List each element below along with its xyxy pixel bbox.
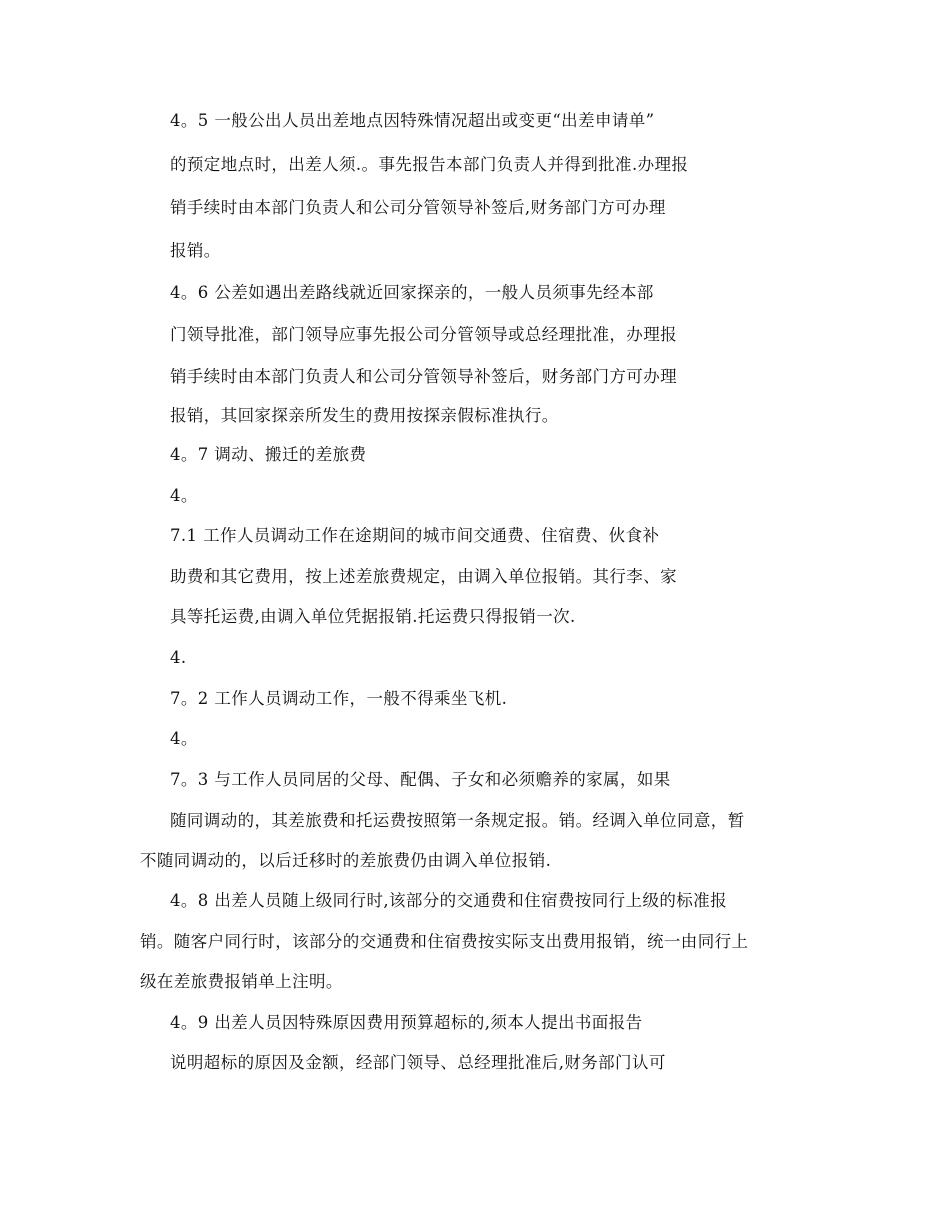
text-line: 销。随客户同行时，该部分的交通费和住宿费按实际支出费用报销，统一由同行上	[140, 932, 749, 951]
text-line: 随同调动的，其差旅费和托运费按照第一条规定报。销。经调入单位同意，暂	[170, 811, 745, 830]
text-line: 7.1 工作人员调动工作在途期间的城市间交通费、住宿费、伙食补	[170, 526, 660, 545]
text-line: 门领导批准，部门领导应事先报公司分管领导或总经理批准，办理报	[170, 325, 677, 344]
text-line: 不随同调动的，以后迁移时的差旅费仍由调入单位报销.	[140, 851, 552, 870]
text-line: 销手续时由本部门负责人和公司分管领导补签后,财务部门方可办理	[170, 198, 666, 217]
text-line: 级在差旅费报销单上注明。	[140, 972, 343, 991]
text-line: 4。7 调动、搬迁的差旅费	[170, 445, 367, 464]
text-line: 7。3 与工作人员同居的父母、配偶、子女和必须赡养的家属，如果	[170, 770, 671, 789]
text-line: 4.	[170, 648, 187, 667]
text-line: 具等托运费,由调入单位凭据报销.托运费只得报销一次.	[170, 607, 576, 626]
text-line: 报销，其回家探亲所发生的费用按探亲假标准执行。	[170, 406, 559, 425]
text-line: 4。8 出差人员随上级同行时,该部分的交通费和住宿费按同行上级的标准报	[170, 891, 727, 910]
text-line: 助费和其它费用，按上述差旅费规定，由调入单位报销。其行李、家	[170, 567, 677, 586]
text-line: 报销。	[170, 241, 221, 260]
text-line: 的预定地点时，出差人须.。事先报告本部门负责人并得到批准.办理报	[170, 155, 689, 174]
text-line: 4。6 公差如遇出差路线就近回家探亲的，一般人员须事先经本部	[170, 283, 654, 302]
text-line: 4。	[170, 486, 198, 505]
text-line: 7。2 工作人员调动工作，一般不得乘坐飞机.	[170, 689, 508, 708]
text-line: 4。5 一般公出人员出差地点因特殊情况超出或变更“出差申请单”	[170, 111, 655, 130]
text-line: 4。9 出差人员因特殊原因费用预算超标的,须本人提出书面报告	[170, 1013, 643, 1032]
text-line: 销手续时由本部门负责人和公司分管领导补签后，财务部门方可办理	[170, 367, 677, 386]
text-line: 4。	[170, 729, 198, 748]
text-line: 说明超标的原因及金额，经部门领导、总经理批准后,财务部门认可	[170, 1053, 666, 1072]
